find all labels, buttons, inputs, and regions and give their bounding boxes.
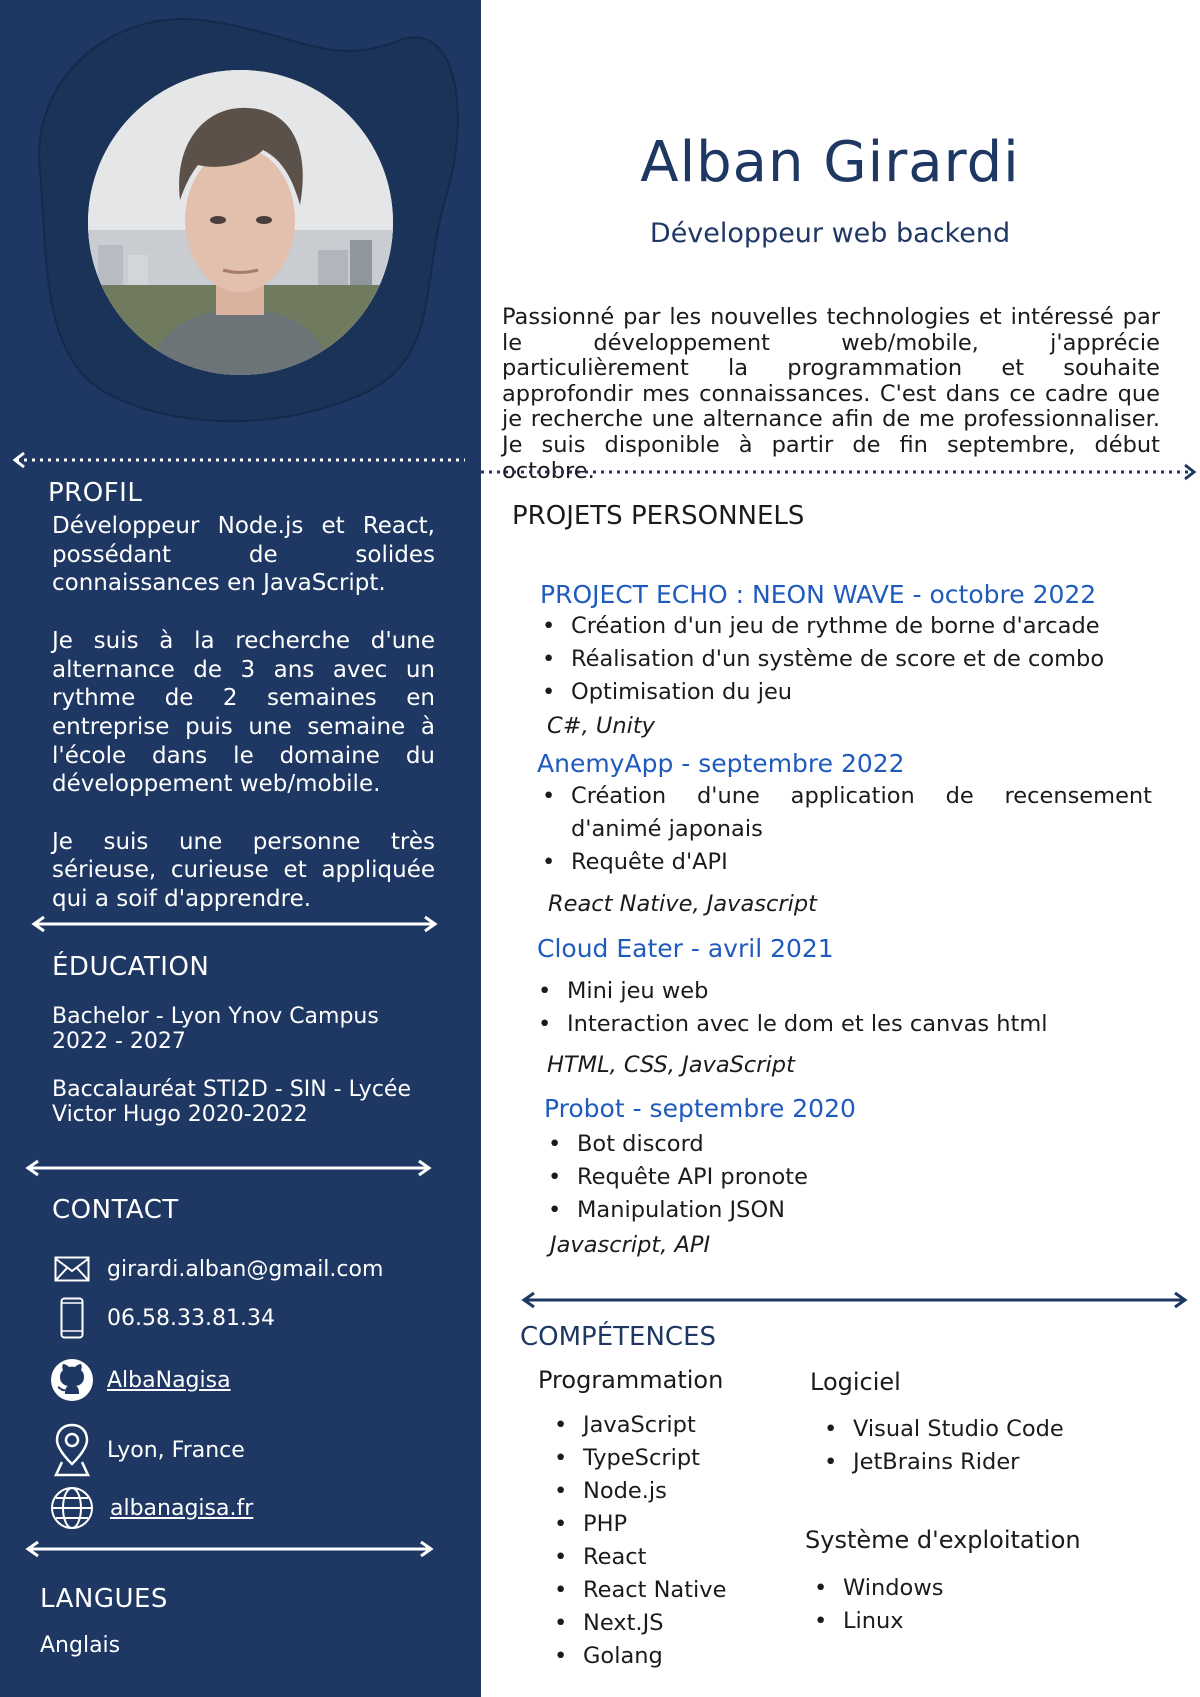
list-item: • Windows [812, 1572, 1112, 1605]
candidate-name: Alban Girardi [640, 130, 1020, 195]
project-title: AnemyApp - septembre 2022 [537, 749, 905, 778]
location-pin-icon [50, 1422, 94, 1478]
language-item: Anglais [40, 1633, 121, 1658]
list-item: • Interaction avec le dom et les canvas html [536, 1008, 1156, 1041]
dotted-arrow-divider [10, 450, 470, 470]
list-item: • React Native [552, 1574, 772, 1607]
list-item: • Node.js [552, 1475, 772, 1508]
profile-section-title: PROFIL [48, 478, 143, 508]
skills-software-list [822, 1413, 1152, 1479]
list-item: • Next.JS [552, 1607, 772, 1640]
contact-email[interactable]: girardi.alban@gmail.com [107, 1256, 384, 1282]
profile-paragraph: Je suis à la recherche d'une alternance de 3 ans avec un rythme de 2 semaines en entreprise puis une semaine à l'école dans le domaine du développement web/mobile. [52, 627, 435, 798]
list-item: • TypeScript [552, 1442, 772, 1475]
envelope-icon [50, 1256, 94, 1282]
skills-section-title: COMPÉTENCES [520, 1322, 717, 1352]
list-item: • Manipulation JSON [546, 1194, 1146, 1227]
list-item: • Bot discord [546, 1128, 1146, 1161]
project-bullet-list [540, 610, 1160, 709]
list-item: • Optimisation du jeu [540, 676, 1160, 709]
contact-github-row[interactable] [50, 1358, 231, 1402]
contact-website-link[interactable]: albanagisa.fr [110, 1495, 254, 1521]
phone-icon [50, 1297, 94, 1339]
skills-os-list [812, 1572, 1112, 1638]
project-tech: HTML, CSS, JavaScript [547, 1052, 795, 1078]
contact-phone-row[interactable] [50, 1296, 275, 1340]
list-item: • Requête d'API [540, 846, 1152, 879]
double-arrow-divider [30, 914, 440, 934]
project-bullet-list [546, 1128, 1146, 1227]
project-tech: React Native, Javascript [548, 891, 817, 917]
double-arrow-divider [24, 1539, 436, 1559]
contact-phone[interactable]: 06.58.33.81.34 [107, 1305, 275, 1331]
projects-section-title: PROJETS PERSONNELS [512, 501, 805, 531]
skills-programming-title: Programmation [538, 1366, 724, 1394]
skills-os-title: Système d'exploitation [805, 1526, 1081, 1554]
languages-section-title: LANGUES [40, 1584, 168, 1614]
sidebar [0, 0, 481, 1697]
skills-programming-list [552, 1409, 772, 1673]
education-section-title: ÉDUCATION [52, 952, 210, 982]
summary-text: Passionné par les nouvelles technologies et intéressé par le développement web/mobile, j'apprécie particulièrement la programmation et souhaite approfondir mes connaissances. C'est dans ce cadre que je recherche une alternance afin de me professionnaliser. Je suis disponible à partir de fin septembre, début octobre. [502, 304, 1160, 484]
list-item: • Réalisation d'un système de score et de combo [540, 643, 1160, 676]
list-item: • JetBrains Rider [822, 1446, 1152, 1479]
double-arrow-divider [24, 1158, 434, 1178]
contact-location: Lyon, France [107, 1437, 245, 1463]
contact-email-row[interactable] [50, 1252, 384, 1286]
job-title: Développeur web backend [649, 218, 1011, 249]
list-item: • Golang [552, 1640, 772, 1673]
list-item: • React [552, 1541, 772, 1574]
github-icon [50, 1358, 94, 1402]
double-arrow-divider [520, 1290, 1190, 1310]
project-tech: C#, Unity [547, 713, 655, 739]
list-item: • Création d'un jeu de rythme de borne d'arcade [540, 610, 1160, 643]
list-item: • Mini jeu web [536, 975, 1156, 1008]
project-tech: Javascript, API [550, 1232, 711, 1258]
profile-paragraph: Je suis une personne très sérieuse, curieuse et appliquée qui a soif d'apprendre. [52, 828, 435, 913]
project-title: PROJECT ECHO : NEON WAVE - octobre 2022 [540, 580, 1097, 609]
list-item: • Linux [812, 1605, 1112, 1638]
dotted-arrow-divider [481, 462, 1200, 482]
list-item: • JavaScript [552, 1409, 772, 1442]
contact-github-link[interactable]: AlbaNagisa [107, 1367, 231, 1393]
contact-website-row[interactable] [50, 1486, 254, 1530]
education-item: Bachelor - Lyon Ynov Campus 2022 - 2027 [52, 1004, 379, 1054]
education-item: Baccalauréat STI2D - SIN - Lycée Victor Hugo 2020-2022 [52, 1077, 411, 1127]
list-item: • Création d'une application de recensement d'animé japonais [540, 780, 1152, 846]
project-bullet-list [540, 780, 1152, 879]
skills-software-title: Logiciel [810, 1368, 901, 1396]
list-item: • Requête API pronote [546, 1161, 1146, 1194]
profile-photo [88, 70, 393, 375]
list-item: • PHP [552, 1508, 772, 1541]
profile-text [52, 512, 435, 943]
globe-icon [50, 1486, 94, 1530]
project-bullet-list [536, 975, 1156, 1041]
list-item: • Visual Studio Code [822, 1413, 1152, 1446]
contact-location-row [50, 1422, 245, 1478]
project-title: Probot - septembre 2020 [544, 1094, 856, 1123]
project-title: Cloud Eater - avril 2021 [537, 934, 834, 963]
profile-paragraph: Développeur Node.js et React, possédant de solides connaissances en JavaScript. [52, 513, 435, 597]
contact-section-title: CONTACT [52, 1195, 179, 1225]
